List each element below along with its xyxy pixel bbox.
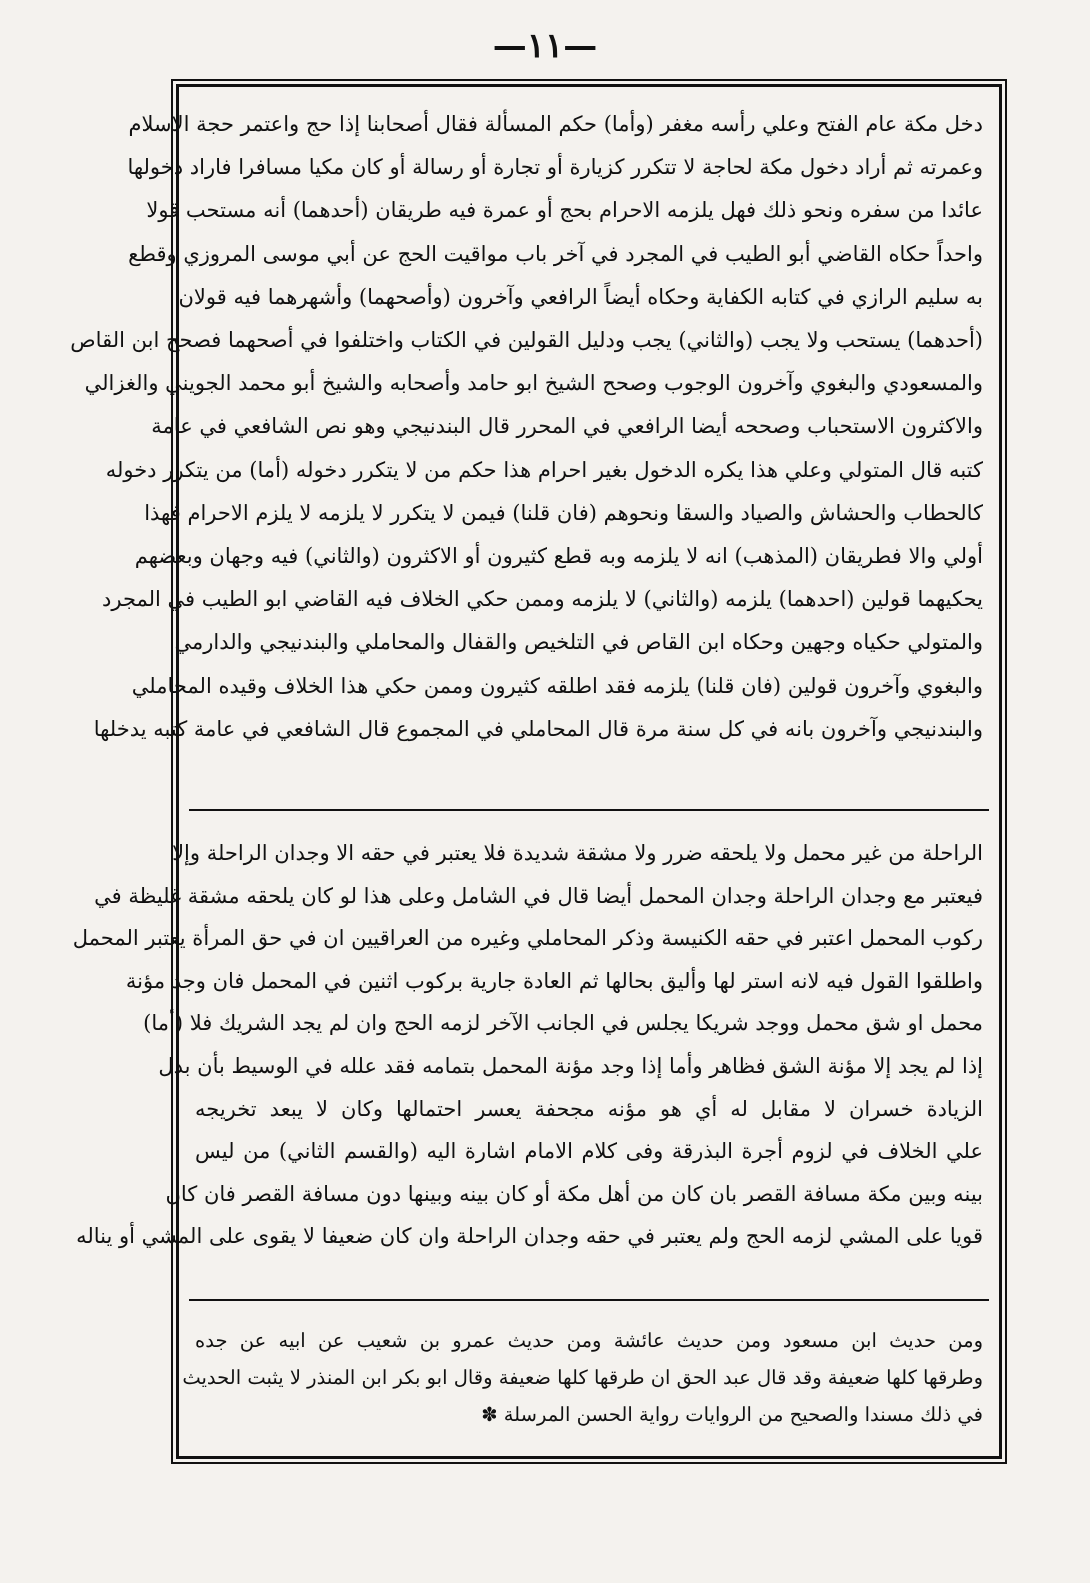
text-line: والمسعودي والبغوي وآخرون الوجوب وصحح الشيخ ابو حامد وأصحابه والشيخ أبو محمد الجويني والغزالي xyxy=(84,371,983,396)
text-line: قويا على المشي لزمه الحج ولم يعتبر في حقه وجدان الراحلة وان كان ضعيفا لا يقوى على المشي أو يناله xyxy=(76,1224,983,1249)
text-line: والبغوي وآخرون قولين (فان قلنا) يلزمه فقد اطلقه كثيرون وممن حكي هذا الخلاف وقيده المحاملي xyxy=(131,673,983,698)
text-line: إذا لم يجد إلا مؤنة الشق فظاهر وأما إذا وجد مؤنة المحمل بتمامه فقد علله في الوسيط بأن بذل xyxy=(158,1053,983,1078)
text-line: كتبه قال المتولي وعلي هذا يكره الدخول بغير احرام هذا حكم من لا يتكرر دخوله (أما) من يتكرر دخوله xyxy=(105,457,983,482)
text-line: عائدا من سفره ونحو ذلك فهل يلزمه الاحرام بحج أو عمرة فيه طريقان (أحدهما) أنه مستحب قولا xyxy=(146,198,983,223)
text-frame xyxy=(70,84,1002,1459)
main-text-block xyxy=(70,103,983,751)
footnote-block xyxy=(182,1322,983,1433)
text-line: واطلقوا القول فيه لانه استر لها وأليق بحالها ثم العادة جارية بركوب اثنين في المحمل فان وجد مؤنة xyxy=(125,968,983,993)
text-line: الراحلة من غير محمل ولا يلحقه ضرر ولا مشقة شديدة فلا يعتبر في حقه الا وجدان الراحلة وإلا xyxy=(172,841,983,865)
text-line: (أحدهما) يستحب ولا يجب (والثاني) يجب ودليل القولين في الكتاب واختلفوا في أصحهما فصحح ابن القاص xyxy=(70,328,983,353)
text-line: فيعتبر مع وجدان الراحلة وجدان المحمل أيضا قال في الشامل وعلى هذا لو كان يلحقه مشقة غليظة في xyxy=(94,883,983,908)
text-line: أولي والا فطريقان (المذهب) انه لا يلزمه وبه قطع كثيرون أو الاكثرون (والثاني) فيه وجهان وبعضهم xyxy=(134,544,983,569)
footnote-line: ومن حديث ابن مسعود ومن حديث عائشة ومن حديث عمرو بن شعيب عن ابيه عن جده xyxy=(195,1329,983,1352)
text-line: ركوب المحمل اعتبر في حقه الكنيسة وذكر المحاملي وغيره من العراقيين ان في حق المرأة يعتبر المحمل xyxy=(72,926,983,951)
text-line: والبندنيجي وآخرون بانه في كل سنة مرة قال المحاملي في المجموع قال الشافعي في عامة كتبه يدخلها xyxy=(93,716,983,741)
text-line: كالحطاب والحشاش والصياد والسقا ونحوهم (فان قلنا) فيمن لا يتكرر لا يلزمه لا يلزم الاحرام فهذا xyxy=(144,500,983,525)
text-line: يحكيهما قولين (احدهما) يلزمه (والثاني) لا يلزمه وممن حكي الخلاف فيه القاضي ابو الطيب في المجرد xyxy=(102,587,983,612)
section-divider xyxy=(189,1299,989,1301)
footnote-line: في ذلك مسندا والصحيح من الروايات رواية الحسن المرسلة ✽ xyxy=(481,1403,983,1426)
page-number: —١١— xyxy=(492,26,598,66)
section-divider xyxy=(189,809,989,811)
footnote-line: وطرقها كلها ضعيفة وقد قال عبد الحق ان طرقها كلها ضعيفة وقال ابو بكر ابن المنذر لا يثبت الحديث xyxy=(182,1366,983,1389)
text-line: والمتولي حكياه وجهين وحكاه ابن القاص في التلخيص والقفال والمحاملي والبندنيجي والدارمي xyxy=(174,630,983,655)
text-line: دخل مكة عام الفتح وعلي رأسه مغفر (وأما) حكم المسألة فقال أصحابنا إذا حج واعتمر حجة الاسلام xyxy=(128,112,983,136)
text-line: به سليم الرازي في كتابه الكفاية وحكاه أيضاً الرافعي وآخرون (وأصحهما) وأشهرهما فيه قولان xyxy=(178,284,983,309)
second-text-block xyxy=(72,832,983,1258)
text-line: محمل او شق محمل ووجد شريكا يجلس في الجانب الآخر لزمه الحج وان لم يجد الشريك فلا (أما) xyxy=(143,1011,983,1036)
text-line: والاكثرون الاستحباب وصححه أيضا الرافعي في المحرر قال البندنيجي وهو نص الشافعي في عامة xyxy=(151,414,983,439)
text-line: علي الخلاف في لزوم أجرة البذرقة وفى كلام الامام اشارة اليه (والقسم الثاني) من ليس xyxy=(195,1139,983,1164)
text-line: واحداً حكاه القاضي أبو الطيب في المجرد في آخر باب مواقيت الحج عن أبي موسى المروزي وقطع xyxy=(128,241,983,266)
text-line: بينه وبين مكة مسافة القصر بان كان من أهل مكة أو كان بينه وبينها دون مسافة القصر فان كان xyxy=(165,1181,983,1206)
text-line: وعمرته ثم أراد دخول مكة لحاجة لا تتكرر كزيارة أو تجارة أو رسالة أو كان مكيا مسافرا فاراد دخولها xyxy=(127,155,983,180)
text-line: الزيادة خسران لا مقابل له أي هو مؤنه مجحفة يعسر احتمالها وكان لا يبعد تخريجه xyxy=(195,1096,983,1121)
